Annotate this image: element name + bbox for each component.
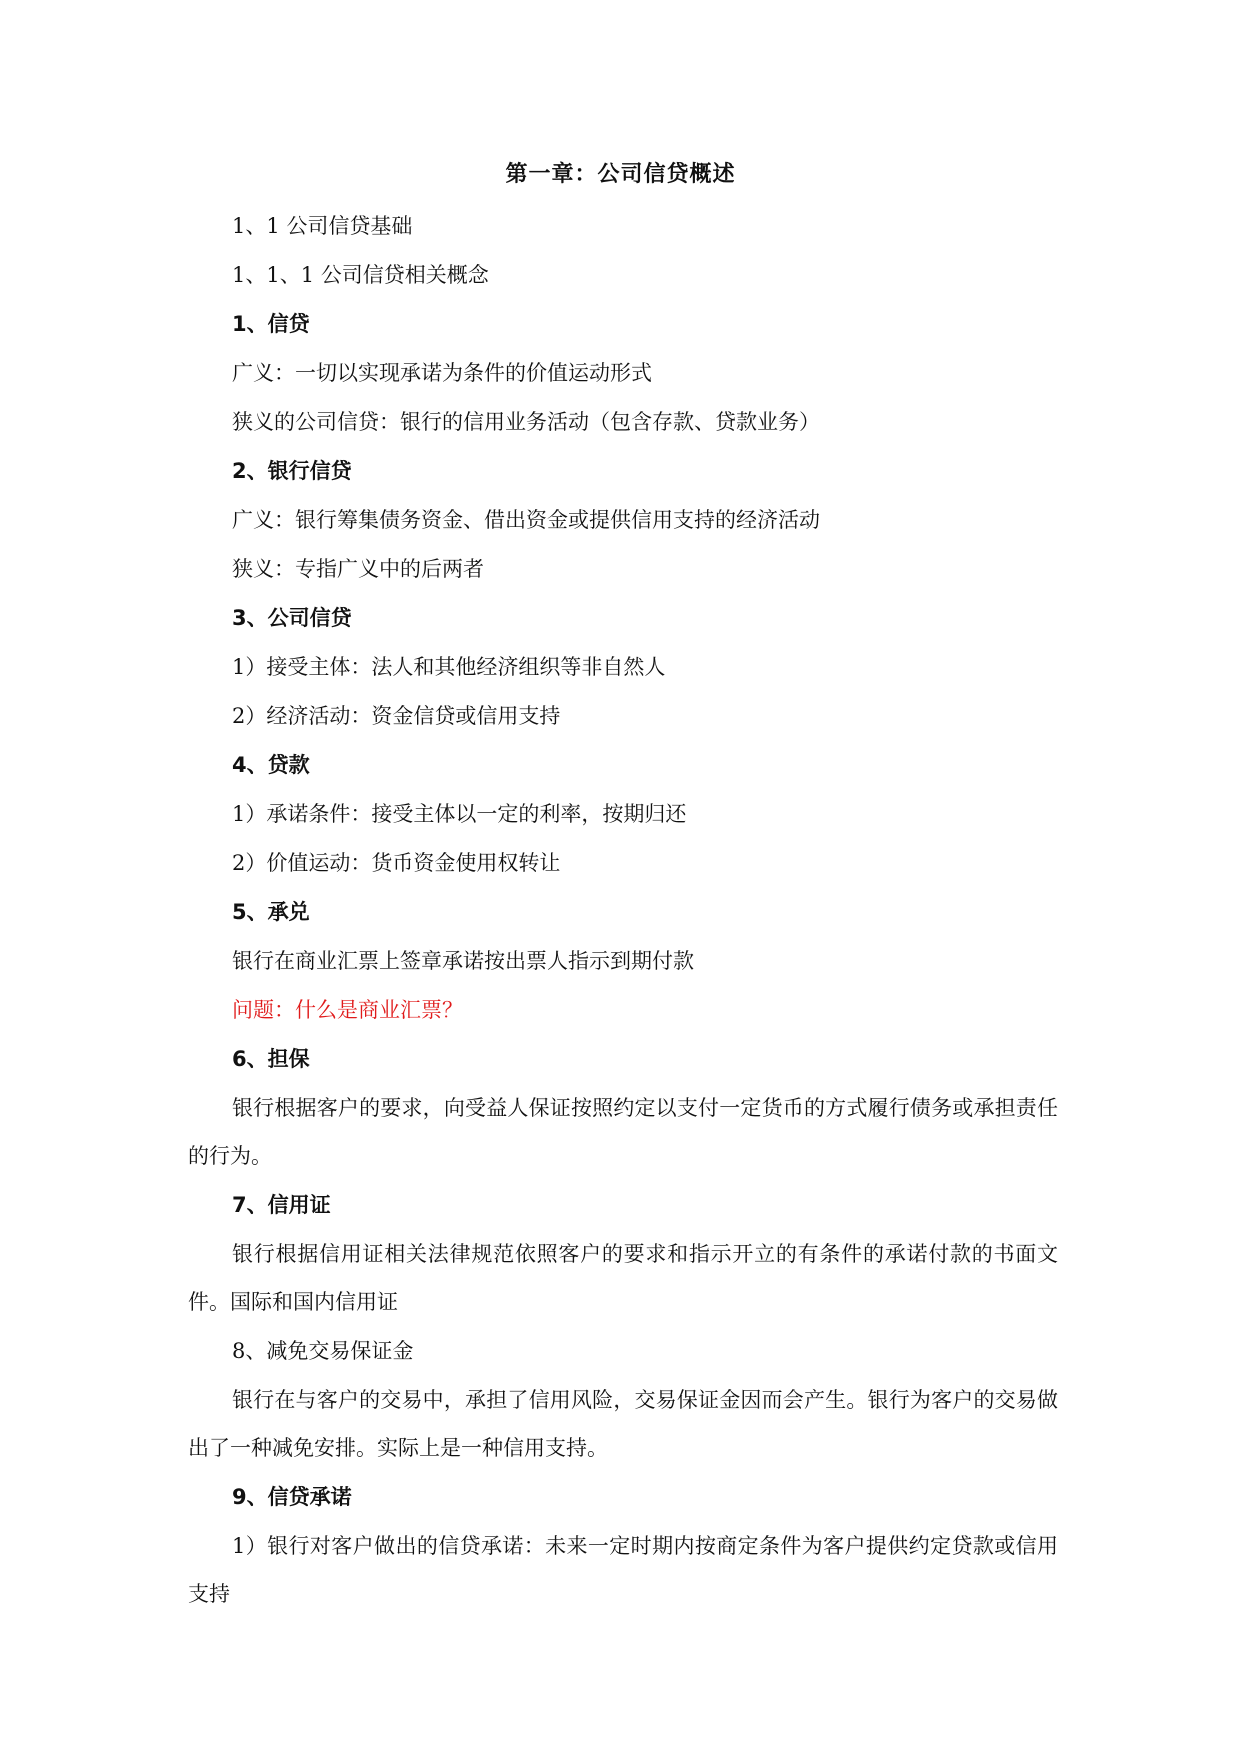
heading-guarantee: 6、担保 (232, 1047, 310, 1071)
heading-margin-waiver: 8、减免交易保证金 (232, 1339, 414, 1363)
heading-loan: 4、贷款 (232, 753, 310, 777)
corporate-credit-subject: 1）接受主体：法人和其他经济组织等非自然人 (232, 655, 666, 679)
heading-bank-credit: 2、银行信贷 (232, 459, 352, 483)
heading-credit-commitment: 9、信贷承诺 (232, 1485, 352, 1509)
credit-narrow-definition: 狭义的公司信贷：银行的信用业务活动（包含存款、贷款业务） (232, 410, 820, 434)
section-heading-1-1: 1、1 公司信贷基础 (232, 214, 413, 238)
bank-credit-broad-definition: 广义：银行筹集债务资金、借出资金或提供信用支持的经济活动 (232, 508, 820, 532)
heading-acceptance: 5、承兑 (232, 900, 310, 924)
document-body (188, 210, 1058, 1627)
acceptance-definition: 银行在商业汇票上签章承诺按出票人指示到期付款 (232, 949, 694, 973)
letter-of-credit-paragraph: 银行根据信用证相关法律规范依照客户的要求和指示开立的有条件的承诺付款的书面文件。国际和国内信用证 (188, 1242, 1058, 1314)
credit-broad-definition: 广义：一切以实现承诺为条件的价值运动形式 (232, 361, 652, 385)
margin-waiver-paragraph: 银行在与客户的交易中，承担了信用风险，交易保证金因而会产生。银行为客户的交易做出了一种减免安排。实际上是一种信用支持。 (188, 1388, 1058, 1460)
credit-commitment-paragraph: 1）银行对客户做出的信贷承诺：未来一定时期内按商定条件为客户提供约定贷款或信用支持 (188, 1534, 1058, 1606)
heading-letter-of-credit: 7、信用证 (232, 1193, 331, 1217)
section-heading-1-1-1: 1、1、1 公司信贷相关概念 (232, 263, 489, 287)
loan-value-movement: 2）价值运动：货币资金使用权转让 (232, 851, 561, 875)
corporate-credit-activity: 2）经济活动：资金信贷或信用支持 (232, 704, 561, 728)
acceptance-question: 问题：什么是商业汇票？ (232, 998, 463, 1022)
loan-commitment-condition: 1）承诺条件：接受主体以一定的利率，按期归还 (232, 802, 687, 826)
chapter-title: 第一章：公司信贷概述 (505, 162, 736, 187)
guarantee-paragraph: 银行根据客户的要求，向受益人保证按照约定以支付一定货币的方式履行债务或承担责任的行为。 (188, 1096, 1058, 1168)
heading-corporate-credit: 3、公司信贷 (232, 606, 352, 630)
bank-credit-narrow-definition: 狭义：专指广义中的后两者 (232, 557, 484, 581)
heading-credit: 1、信贷 (232, 312, 310, 336)
